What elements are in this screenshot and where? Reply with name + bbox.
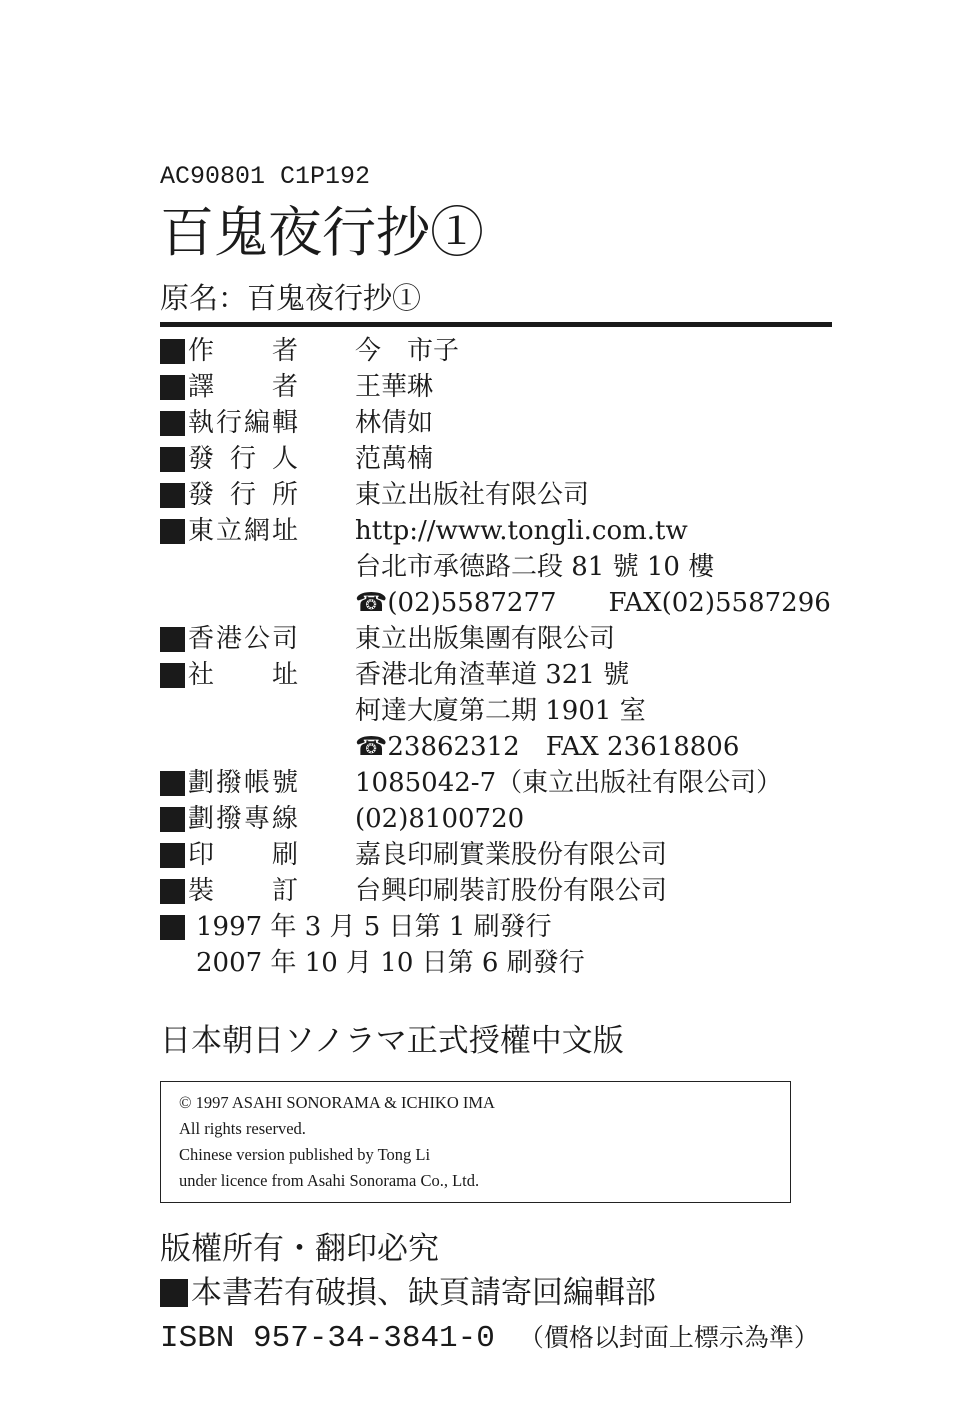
credit-label: 作者 [188,336,298,366]
credit-value: http://www.tongli.com.tw [355,516,688,546]
bullet-square [160,1279,188,1307]
credit-label-cell [160,441,355,477]
credit-label-cell [160,729,355,765]
bullet-square [160,663,185,688]
credit-value: 台北市承德路二段 81 號 10 樓 [355,552,715,582]
latest-printing: 2007 年 10 月 10 日第 6 刷發行 [196,948,585,978]
bullet-square [160,807,185,832]
isbn-row [160,1315,860,1361]
price-note: （價格以封面上標示為準） [518,1323,819,1352]
credit-value: (02)8100720 [355,804,525,834]
credit-label: 裝訂 [188,876,298,906]
authorization-notice: 日本朝日ソノラマ正式授權中文版 [160,1023,624,1059]
copyright-line: All rights reserved. [179,1119,306,1138]
credit-value: ☎(02)5587277 FAX(02)5587296 [355,588,831,618]
rights-notice: 版權所有・翻印必究 [160,1231,439,1267]
credit-label-cell [160,333,355,369]
damage-notice [160,1271,860,1315]
bullet-square [160,339,185,364]
credit-label-cell [160,657,355,693]
copyright-line: Chinese version published by Tong Li [179,1145,431,1164]
credit-label-cell [160,765,355,801]
printing-row [160,909,860,945]
printing-row [160,945,860,981]
credit-value: 林倩如 [355,408,434,438]
first-printing: 1997 年 3 月 5 日第 1 刷發行 [196,912,552,942]
copyright-line: © 1997 ASAHI SONORAMA & ICHIKO IMA [179,1093,495,1112]
bullet-square [160,483,185,508]
damage-notice-text: 本書若有破損、缺頁請寄回編輯部 [191,1275,656,1311]
book-title: 百鬼夜行抄① [160,201,484,264]
credit-value: 柯達大廈第二期 1901 室 [355,696,646,726]
bullet-square [160,411,185,436]
credit-value: 今 市子 [355,336,460,366]
credit-label-cell [160,477,355,513]
credit-value: 台興印刷裝訂股份有限公司 [355,876,668,906]
credit-value: 東立出版集團有限公司 [355,624,616,654]
credit-label-cell [160,369,355,405]
credit-value: 王華琳 [355,372,434,402]
credit-label-cell [160,837,355,873]
bullet-square [160,627,185,652]
bullet-square [160,447,185,472]
credit-label: 劃撥帳號 [188,768,298,798]
credit-label: 劃撥專線 [188,804,298,834]
isbn: ISBN 957-34-3841-0 [160,1321,495,1356]
bullet-square [160,879,185,904]
credit-label: 發行人 [188,444,298,474]
bullet-square [160,843,185,868]
bullet-square [160,915,185,940]
credit-label-cell [160,801,355,837]
credit-label-cell [160,513,355,549]
credit-label-cell [160,405,355,441]
credit-value: 范萬楠 [355,444,434,474]
credit-label-cell [160,621,355,657]
bullet-square [160,771,185,796]
credit-label: 香港公司 [188,624,298,654]
original-title: 原名：百鬼夜行抄① [160,281,422,315]
credit-label: 執行編輯 [188,408,298,438]
credits-list [160,333,860,909]
credit-value: ☎23862312 FAX 23618806 [355,732,740,762]
catalog-code: AC90801 C1P192 [160,162,371,191]
copyright-box [160,1081,791,1203]
credit-value: 香港北角渣華道 321 號 [355,660,630,690]
credit-label: 社址 [188,660,298,690]
credit-label: 發行所 [188,480,298,510]
bullet-square [160,375,185,400]
credit-value: 嘉良印刷實業股份有限公司 [355,840,668,870]
credit-value: 東立出版社有限公司 [355,480,590,510]
credit-label-cell [160,585,355,621]
credit-label-cell [160,693,355,729]
credit-label-cell [160,873,355,909]
credit-label: 譯者 [188,372,298,402]
credit-label: 印刷 [188,840,298,870]
copyright-line: under licence from Asahi Sonorama Co., Ltd. [179,1171,480,1190]
credit-label-cell [160,549,355,585]
divider [160,322,832,327]
credit-label: 東立網址 [188,516,298,546]
credit-value: 1085042-7（東立出版社有限公司） [355,768,783,798]
bullet-square [160,519,185,544]
